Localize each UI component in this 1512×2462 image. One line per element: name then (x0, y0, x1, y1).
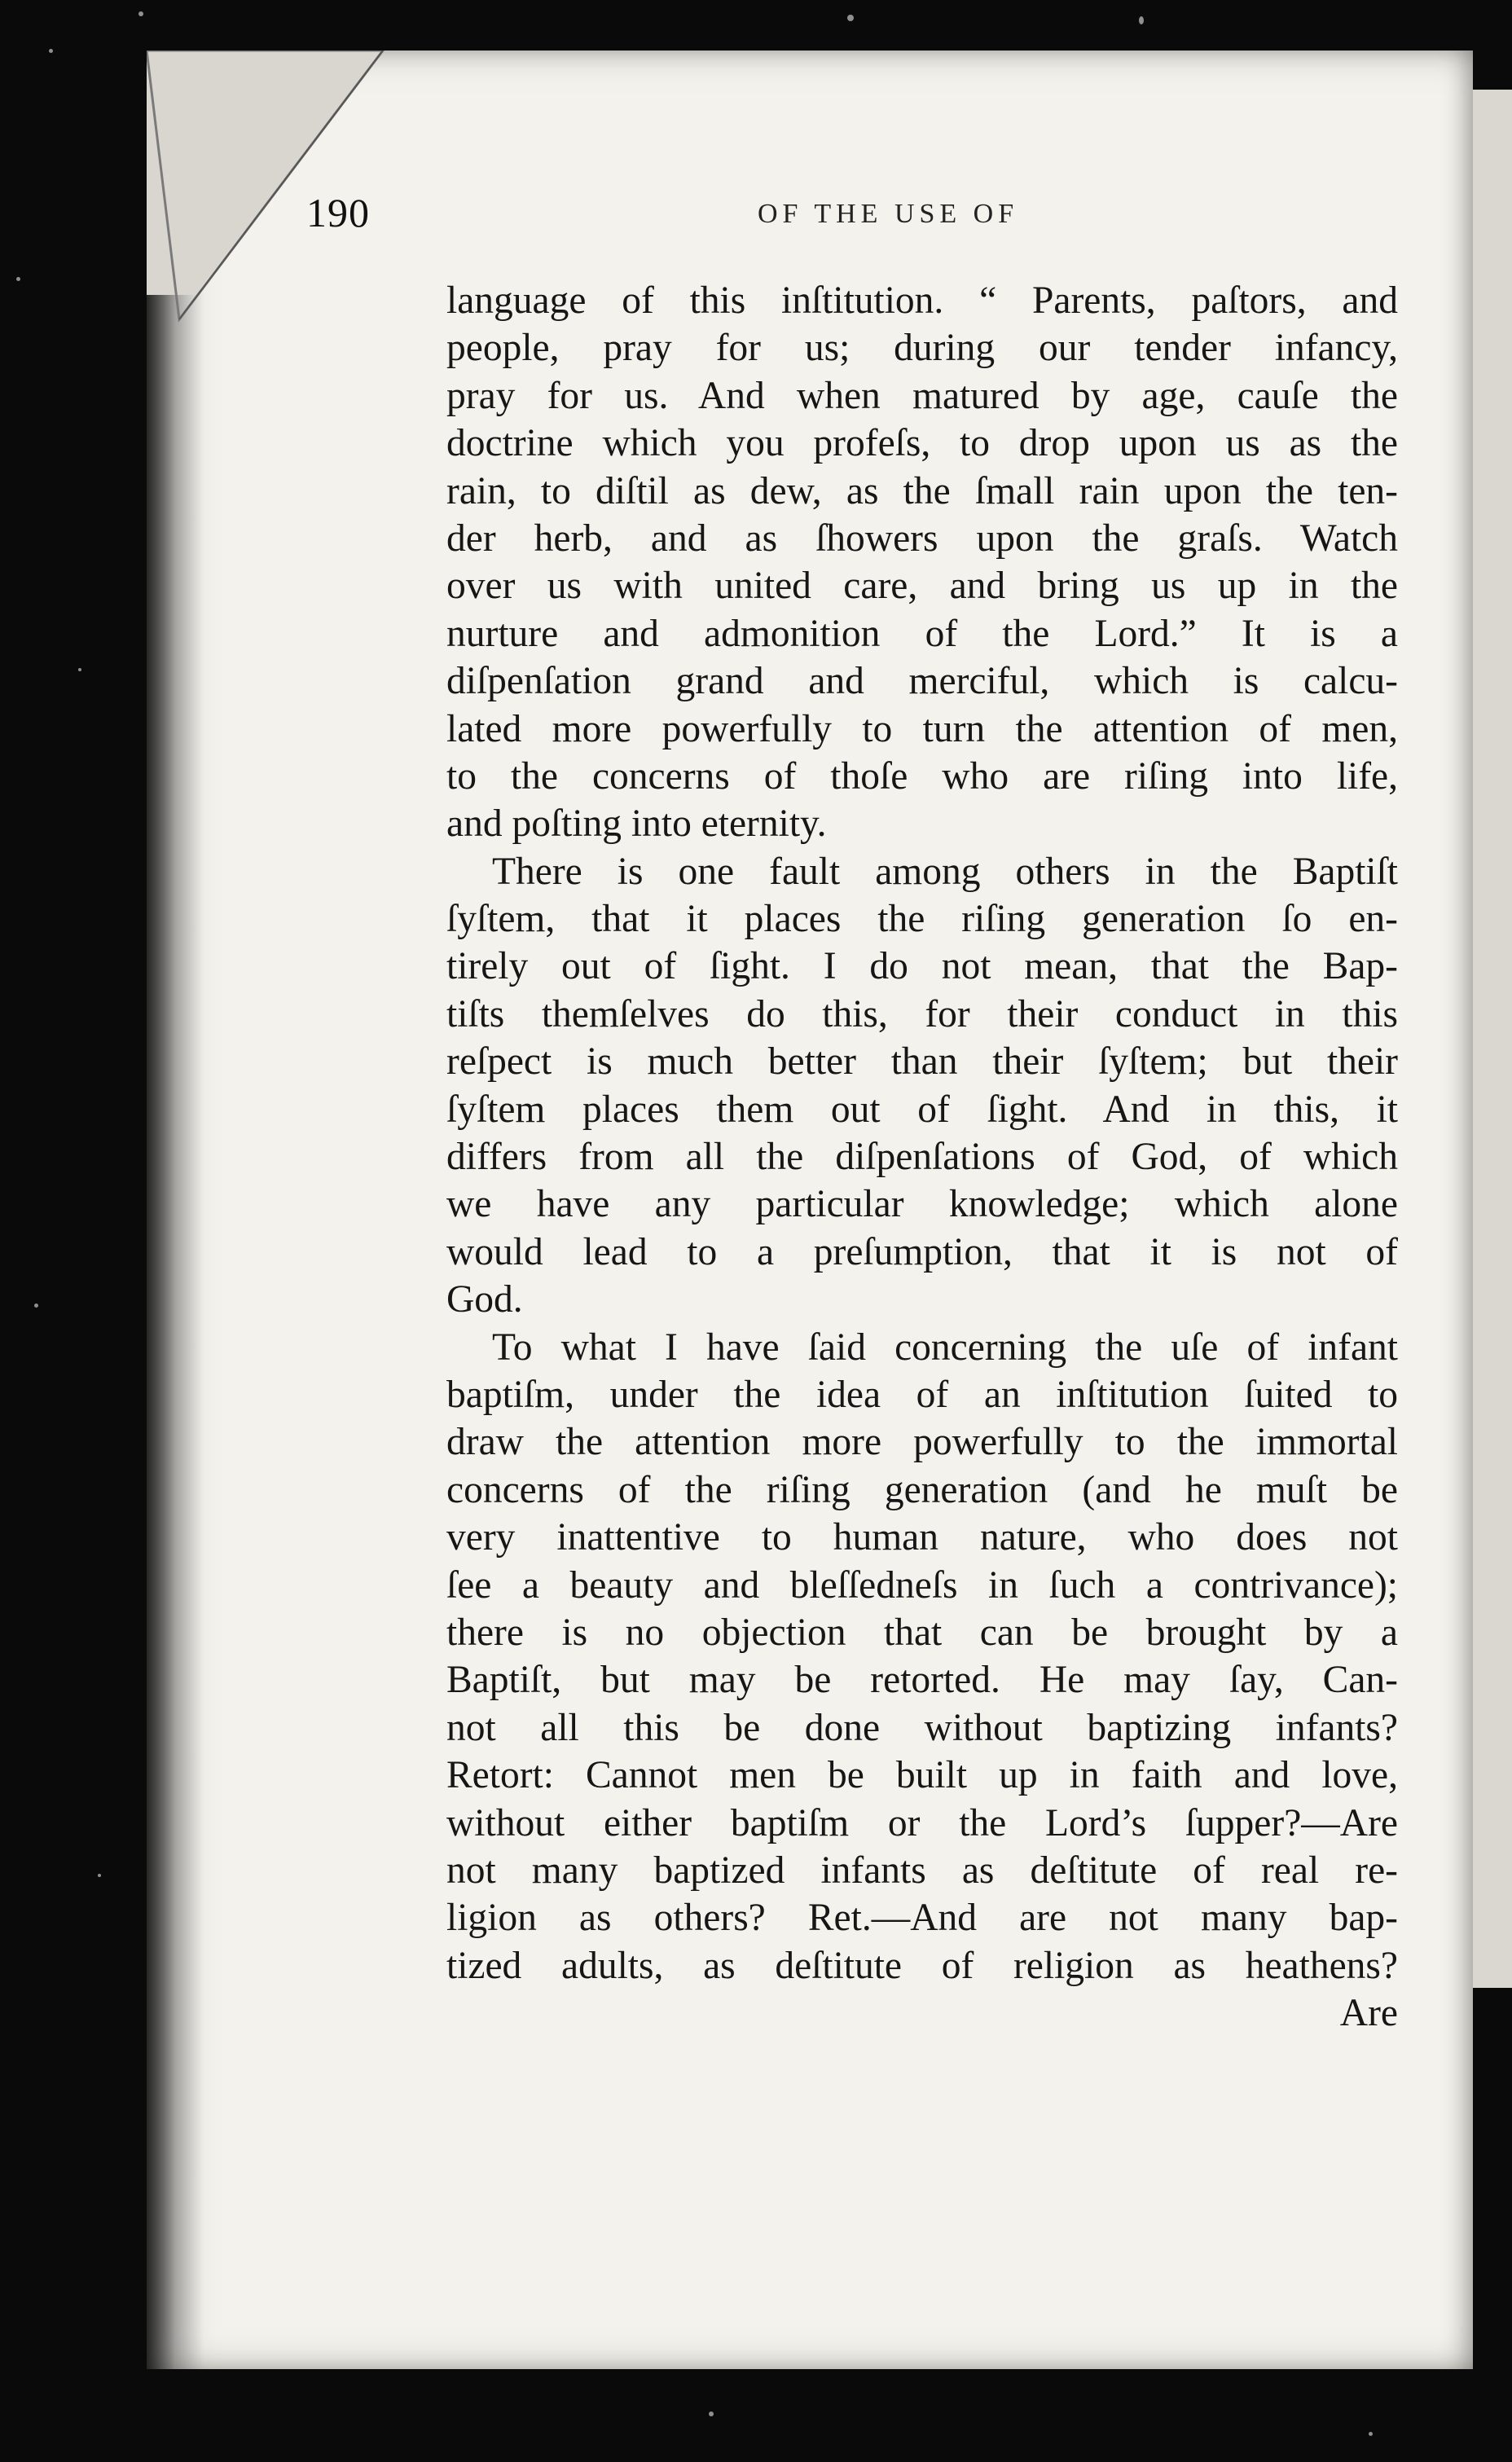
text-line: without either baptiſm or the Lord’s ſupper?—Are (446, 1801, 1398, 1844)
body-text (446, 277, 1398, 2037)
text-line: ſee a beauty and bleſſedneſs in ſuch a contrivance); (446, 1563, 1398, 1607)
catchword: Are (1339, 1992, 1398, 2035)
next-page-edge (1473, 90, 1512, 1988)
scan-speck (34, 1304, 38, 1308)
scan-speck (16, 277, 20, 281)
scan-speck (1139, 16, 1144, 24)
text-line: and poſting into eternity. (446, 802, 827, 846)
text-line: ligion as others? Ret.—And are not many bap- (446, 1897, 1398, 1940)
page-number: 190 (306, 190, 370, 235)
text-line: God. (446, 1278, 523, 1321)
text-line: draw the attention more powerfully to the immortal (446, 1421, 1398, 1464)
scan-speck (49, 49, 53, 53)
text-line: nurture and admonition of the Lord.” It is a (446, 612, 1398, 655)
scan-speck (709, 2411, 714, 2416)
text-line: Baptiſt, but may be retorted. He may ſay, Can- (446, 1659, 1398, 1702)
text-line: not all this be done without baptizing infants? (446, 1706, 1398, 1749)
text-line: tirely out of ſight. I do not mean, that the Bap- (446, 945, 1398, 988)
text-line: ſyſtem places them out of ſight. And in this, it (446, 1088, 1398, 1131)
text-line: der herb, and as ſhowers upon the graſs. Watch (446, 517, 1398, 560)
text-line: language of this inſtitution. “ Parents, paſtors, and (446, 279, 1398, 322)
text-line: doctrine which you profeſs, to drop upon us as the (446, 422, 1398, 465)
text-line: we have any particular knowledge; which alone (446, 1183, 1398, 1226)
text-line: not many baptized infants as deſtitute of real re- (446, 1849, 1398, 1892)
text-line: rain, to diſtil as dew, as the ſmall rain upon the ten- (446, 469, 1398, 512)
text-line: baptiſm, under the idea of an inſtitution ſuited to (446, 1373, 1398, 1416)
text-line: lated more powerfully to turn the attention of men, (446, 707, 1398, 750)
scan-speck (847, 15, 854, 21)
text-line: there is no objection that can be brought by a (446, 1611, 1398, 1654)
scan-speck (138, 11, 143, 16)
text-line: tiſts themſelves do this, for their conduct in this (446, 992, 1398, 1035)
text-line: over us with united care, and bring us up in the (446, 565, 1398, 608)
running-head (147, 189, 1326, 254)
text-line: tized adults, as deſtitute of religion as heathens? (446, 1944, 1398, 1987)
text-line: ſyſtem, that it places the riſing generation ſo en- (446, 898, 1398, 941)
text-line: differs from all the diſpenſations of God, of which (446, 1136, 1398, 1179)
scan-speck (1369, 2432, 1373, 2436)
book-page (147, 51, 1473, 2369)
scan-speck (78, 668, 81, 671)
text-line: concerns of the riſing generation (and he muſt be (446, 1468, 1398, 1511)
text-line: There is one fault among others in the Baptiſt (492, 850, 1398, 893)
running-title: OF THE USE OF (758, 199, 1019, 229)
text-line: reſpect is much better than their ſyſtem; but their (446, 1040, 1398, 1084)
text-line: people, pray for us; during our tender infancy, (446, 327, 1398, 370)
text-line: would lead to a preſumption, that it is not of (446, 1230, 1398, 1273)
text-line: to the concerns of thoſe who are riſing into life, (446, 754, 1398, 798)
text-line: diſpenſation grand and merciful, which is calcu- (446, 660, 1398, 703)
text-line: To what I have ſaid concerning the uſe of infant (492, 1326, 1398, 1369)
text-line: pray for us. And when matured by age, cauſe the (446, 374, 1398, 417)
page-gutter-shadow (147, 51, 204, 2369)
scan-speck (98, 1874, 101, 1877)
text-line: Retort: Cannot men be built up in faith and love, (446, 1754, 1398, 1797)
text-line: very inattentive to human nature, who does not (446, 1516, 1398, 1559)
